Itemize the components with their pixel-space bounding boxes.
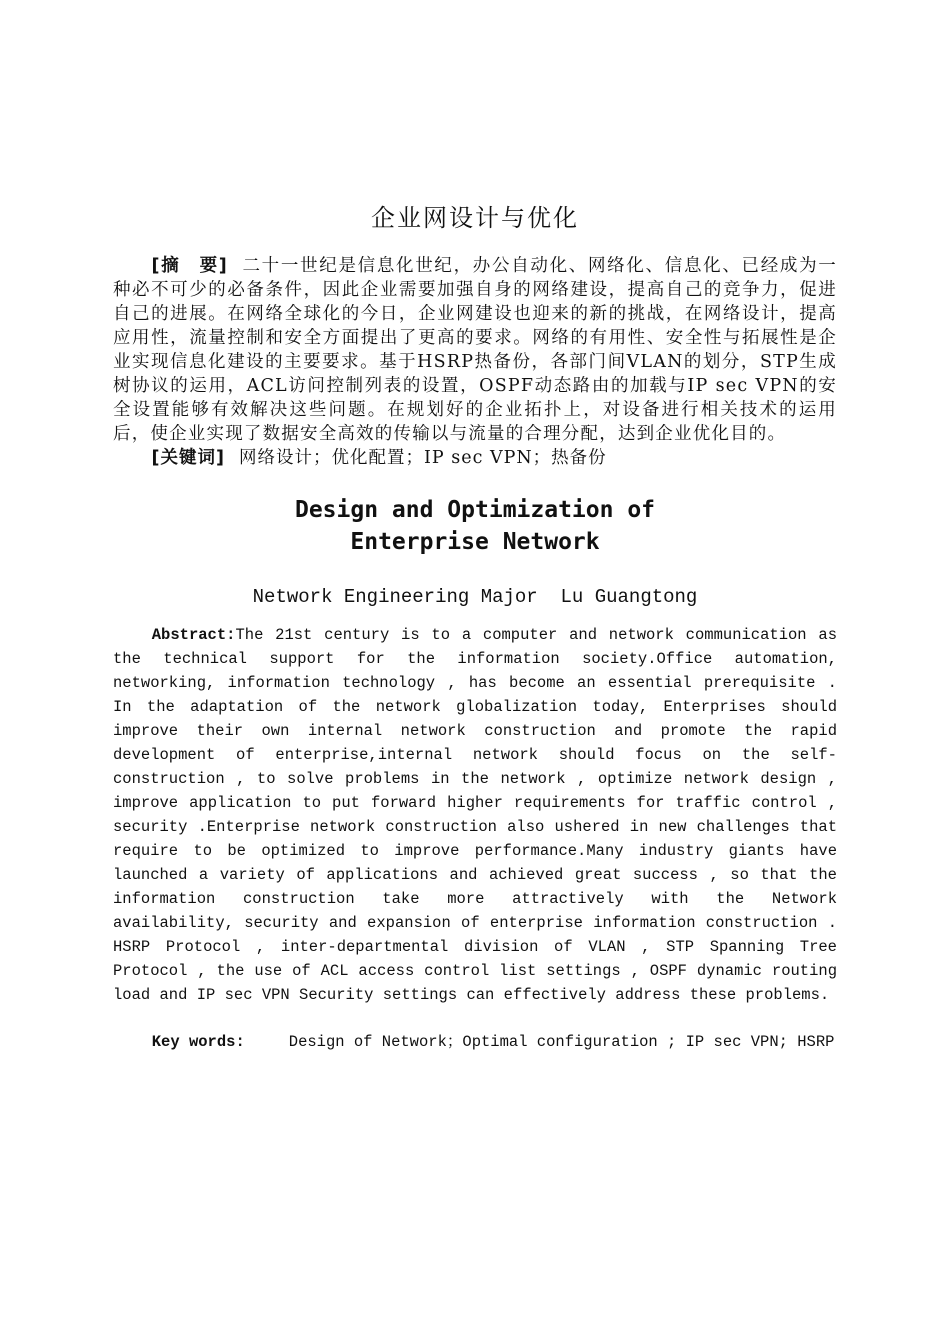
chinese-keywords-label: [关键词] (151, 448, 225, 468)
chinese-title: 企业网设计与优化 (371, 204, 579, 232)
chinese-keywords (113, 446, 837, 470)
english-keywords (113, 1030, 837, 1054)
english-keywords-text: Design of Network；Optimal configuration ; IP sec VPN; HSRP (288, 1033, 835, 1051)
english-title-line-2: Enterprise Network (350, 529, 600, 555)
english-title (0, 494, 950, 558)
chinese-keywords-text: 网络设计；优化配置；IP sec VPN；热备份 (239, 448, 607, 468)
english-abstract-text: The 21st century is to a computer and network communication as the technical support for the information society.Office automation, networking, information technology , has become an essential prerequisite . In the adaptation of the network globalization today, Enterprises should improve their own internal network construction and promote the rapid development of enterprise,internal network should focus on the self-construction , to solve problems in the network , optimize network design , improve application to put forward higher requirements for traffic control , security .Enterprise network construction also ushered in new challenges that require to be optimized to improve performance.Many industry giants have launched a variety of applications and achieved great success , so that the information construction take more attractively with the Network availability, security and expansion of enterprise information construction . HSRP Protocol , inter-departmental division of VLAN , STP Spanning Tree Protocol , the use of ACL access control list settings , OSPF dynamic routing load and IP sec VPN Security settings can effectively address these problems. (113, 626, 837, 1004)
english-author-line: Network Engineering Major Lu Guangtong (252, 586, 698, 608)
english-abstract (113, 623, 837, 1007)
chinese-abstract-label: [摘 要] (151, 256, 228, 276)
english-keywords-label: Key words: (151, 1033, 245, 1051)
english-title-line-1: Design and Optimization of (294, 497, 656, 523)
chinese-abstract (113, 254, 837, 446)
english-abstract-label: Abstract: (151, 626, 236, 644)
chinese-abstract-text: 二十一世纪是信息化世纪，办公自动化、网络化、信息化、已经成为一种必不可少的必备条件，因此企业需要加强自身的网络建设，提高自己的竞争力，促进自己的进展。在网络全球化的今日，企业网建设也迎来的新的挑战，在网络设计，提高应用性，流量控制和安全方面提出了更高的要求。网络的有用性、安全性与拓展性是企业实现信息化建设的主要要求。基于HSRP热备份，各部门间VLAN的划分，STP生成树协议的运用，ACL访问控制列表的设置，OSPF动态路由的加载与IP sec VPN的安全设置能够有效解决这些问题。在规划好的企业拓扑上，对设备进行相关技术的运用后，使企业实现了数据安全高效的传输以与流量的合理分配，达到企业优化目的。 (113, 256, 838, 444)
